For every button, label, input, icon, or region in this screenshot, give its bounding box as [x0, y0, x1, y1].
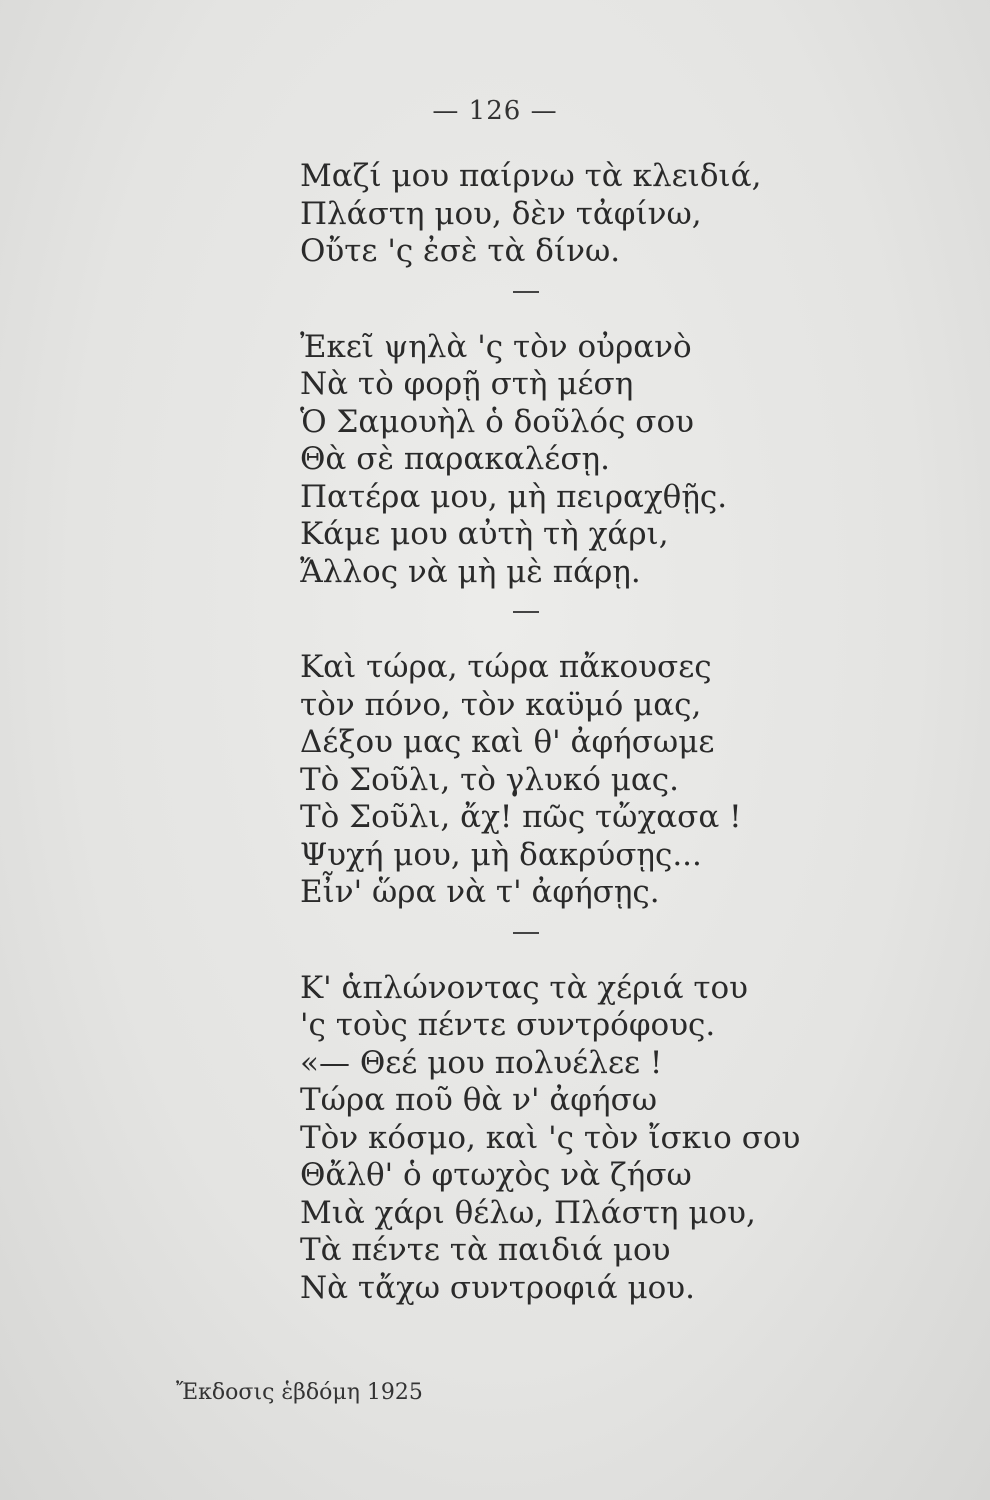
- poem-line: Κάμε μου αὐτὴ τὴ χάρι,: [300, 516, 669, 552]
- poem-line: τὸν πόνο, τὸν καϋμό μας,: [300, 686, 702, 723]
- poem-line: Τὸ Σοῦλι, τὸ γλυκό μας.: [300, 761, 680, 798]
- stanza-3: [300, 649, 940, 912]
- poem-line: Νὰ τὸ φορῇ στὴ μέση: [300, 366, 634, 402]
- poem-line: Μιὰ χάρι θέλω, Πλάστη μου,: [300, 1194, 756, 1231]
- stanza-1: [300, 158, 940, 271]
- poem-line: «— Θεέ μου πολυέλεε !: [300, 1044, 663, 1081]
- edition-note: Ἔκδοσις ἑβδόμη 1925: [176, 1380, 423, 1405]
- poem-line: Εἶν' ὥρα νὰ τ' ἀφήσῃς.: [300, 874, 660, 910]
- stanza-4: [300, 970, 940, 1308]
- poem-line: Μαζί μου παίρνω τὰ κλειδιά,: [300, 158, 762, 194]
- poem-line: Ὁ Σαμουὴλ ὁ δοῦλός σου: [300, 403, 694, 440]
- poem-line: Πατέρα μου, μὴ πειραχθῇς.: [300, 478, 728, 515]
- stanza-gap: [300, 613, 940, 649]
- poem-line: Τὸ Σοῦλι, ἄχ! πῶς τὤχασα !: [300, 799, 742, 835]
- poem: [300, 158, 940, 1307]
- poem-line: Οὔτε 'ς ἐσὲ τὰ δίνω.: [300, 233, 621, 269]
- poem-line: Θἄλθ' ὁ φτωχὸς νὰ ζήσω: [300, 1157, 692, 1193]
- poem-line: Ψυχή μου, μὴ δακρύσῃς...: [300, 836, 702, 873]
- poem-line: 'ς τοὺς πέντε συντρόφους.: [300, 1007, 716, 1043]
- stanza-gap: [300, 934, 940, 970]
- poem-line: Ἄλλος νὰ μὴ μὲ πάρῃ.: [300, 553, 641, 590]
- poem-line: Τώρα ποῦ θὰ ν' ἀφήσω: [300, 1082, 658, 1118]
- poem-line: Θὰ σὲ παρακαλέσῃ.: [300, 441, 610, 477]
- poem-line: Νὰ τἄχω συντροφιά μου.: [300, 1269, 695, 1306]
- poem-line: Δέξου μας καὶ θ' ἀφήσωμε: [300, 724, 715, 760]
- stanza-gap: [300, 293, 940, 329]
- poem-line: Κ' ἁπλώνοντας τὰ χέριά του: [300, 969, 749, 1006]
- page-number: — 126 —: [432, 96, 558, 126]
- poem-line: Τὸν κόσμο, καὶ 'ς τὸν ἴσκιο σου: [300, 1119, 801, 1156]
- poem-line: Πλάστη μου, δὲν τἀφίνω,: [300, 195, 702, 232]
- poem-line: Καὶ τώρα, τώρα πἄκουσες: [300, 649, 712, 685]
- poem-line: Ἐκεῖ ψηλὰ 'ς τὸν οὐρανὸ: [300, 328, 692, 365]
- stanza-2: [300, 329, 940, 592]
- poem-line: Τὰ πέντε τὰ παιδιά μου: [300, 1232, 671, 1268]
